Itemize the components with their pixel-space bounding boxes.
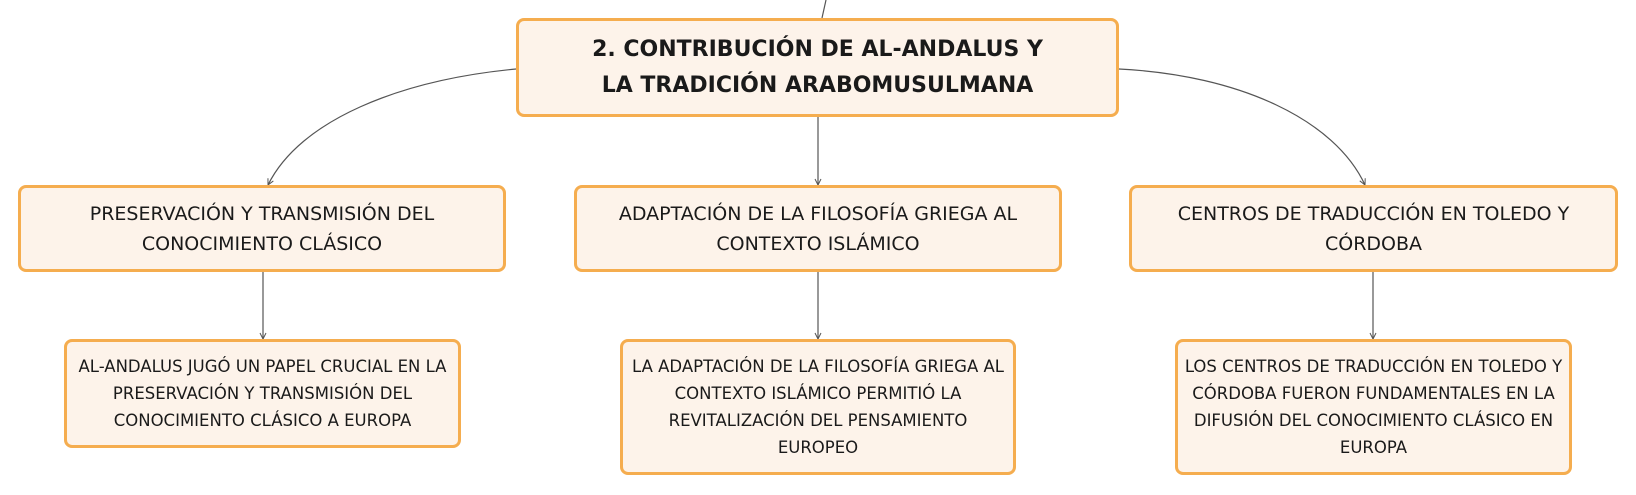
connector-root-to-branch-3 bbox=[1119, 69, 1365, 185]
root-node-label: 2. CONTRIBUCIÓN DE AL-ANDALUS Y LA TRADICIÓN ARABOMUSULMANA bbox=[592, 36, 1043, 98]
detail-node-preservacion[interactable] bbox=[64, 339, 461, 448]
branch-node-preservacion[interactable] bbox=[18, 185, 506, 272]
branch-node-adaptacion[interactable] bbox=[574, 185, 1062, 272]
detail-node-centros[interactable] bbox=[1175, 339, 1572, 475]
detail-node-adaptacion[interactable] bbox=[620, 339, 1016, 475]
connector-incoming-root bbox=[822, 0, 826, 18]
root-node[interactable] bbox=[516, 18, 1119, 117]
detail-node-text: AL-ANDALUS JUGÓ UN PAPEL CRUCIAL EN LA PRESERVACIÓN Y TRANSMISIÓN DEL CONOCIMIENTO CLÁSICO A EUROPA bbox=[78, 357, 447, 430]
branch-node-label: PRESERVACIÓN Y TRANSMISIÓN DEL CONOCIMIENTO CLÁSICO bbox=[89, 202, 435, 255]
connector-root-to-branch-1 bbox=[268, 69, 516, 185]
detail-node-text: LOS CENTROS DE TRADUCCIÓN EN TOLEDO Y CÓRDOBA FUERON FUNDAMENTALES EN LA DIFUSIÓN DEL CONOCIMIENTO CLÁSICO EN EUROPA bbox=[1184, 357, 1563, 457]
branch-node-label: ADAPTACIÓN DE LA FILOSOFÍA GRIEGA AL CONTEXTO ISLÁMICO bbox=[618, 202, 1018, 255]
branch-node-centros[interactable] bbox=[1129, 185, 1618, 272]
detail-node-text: LA ADAPTACIÓN DE LA FILOSOFÍA GRIEGA AL CONTEXTO ISLÁMICO PERMITIÓ LA REVITALIZACIÓN DEL PENSAMIENTO EUROPEO bbox=[632, 357, 1004, 457]
branch-node-label: CENTROS DE TRADUCCIÓN EN TOLEDO Y CÓRDOBA bbox=[1177, 202, 1570, 255]
